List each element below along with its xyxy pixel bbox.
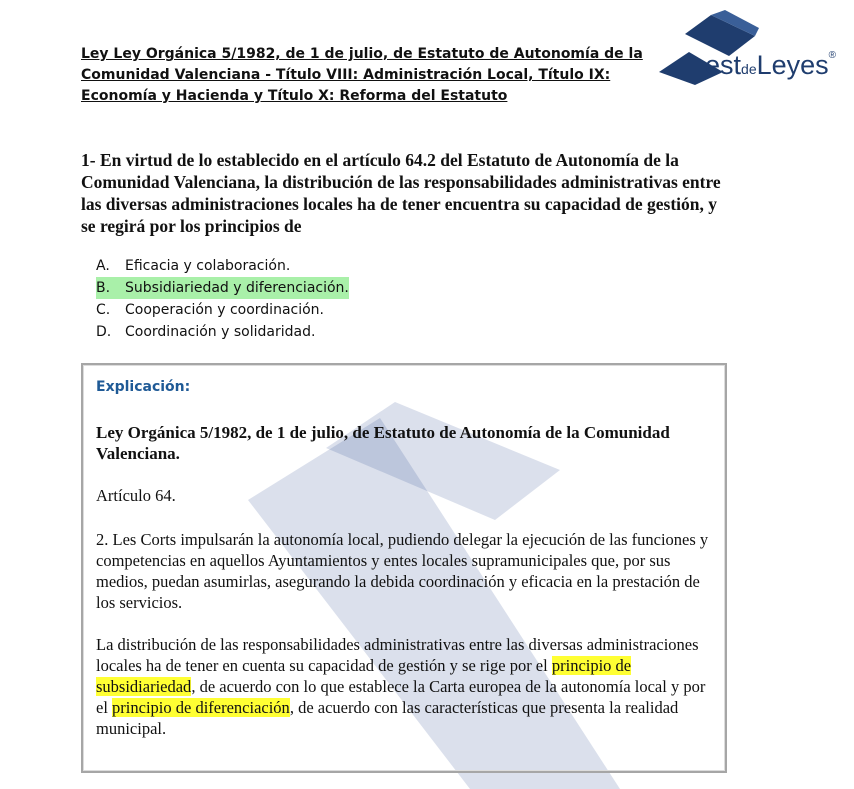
question-text: 1- En virtud de lo establecido en el artículo 64.2 del Estatuto de Autonomía de la Comunidad Valenciana, la distribución de las responsabilidades administrativas entre las diversas administraciones locales ha de tener encuentra su capacidad de gestión, y se regirá por los principios de <box>81 150 721 236</box>
explanation-law-title: Ley Orgánica 5/1982, de 1 de julio, de Estatuto de Autonomía de la Comunidad Valenciana. <box>96 423 670 463</box>
option-text: Cooperación y coordinación. <box>125 302 324 318</box>
answer-options <box>96 255 349 343</box>
logo-wordmark: estdeLeyes® <box>705 50 837 80</box>
explanation-paragraph-1: 2. Les Corts impulsarán la autonomía local, pudiendo delegar la ejecución de las funciones y competencias en aquellos Ayuntamientos y entes locales supramunicipales que, por sus medios, puedan asumirlas, asegurando la debida coordinación y eficacia en la prestación de los servicios. <box>96 530 709 612</box>
option-b-correct[interactable] <box>96 277 349 299</box>
option-a[interactable] <box>96 255 349 277</box>
option-letter: B. <box>96 280 111 296</box>
option-text: Eficacia y colaboración. <box>125 258 291 274</box>
option-c[interactable] <box>96 299 349 321</box>
option-letter: C. <box>96 302 111 318</box>
explanation-paragraph-2: La distribución de las responsabilidades administrativas entre las diversas administraciones locales ha de tener en cuenta su capacidad de gestión y se rige por el principio de subsidiariedad, de acuerdo con lo que establece la Carta europea de la autonomía local y por el principio de diferenciación, de acuerdo con las características que presenta la realidad municipal. <box>96 635 706 738</box>
option-letter: D. <box>96 324 112 340</box>
explanation-label: Explicación: <box>96 379 191 395</box>
option-text: Subsidiariedad y diferenciación. <box>125 280 349 296</box>
explanation-article: Artículo 64. <box>96 486 176 505</box>
option-letter: A. <box>96 258 110 274</box>
highlight-diferenciacion: principio de diferenciación <box>112 698 290 717</box>
option-d[interactable] <box>96 321 349 343</box>
highlight-subsidiariedad: principio de subsidiariedad <box>96 656 632 696</box>
option-text: Coordinación y solidaridad. <box>125 324 316 340</box>
document-title: Ley Ley Orgánica 5/1982, de 1 de julio, de Estatuto de Autonomía de la Comunidad Valenciana - Título VIII: Administración Local, Título IX: Economía y Hacienda y Título X: Reforma del Estatuto <box>81 46 643 104</box>
